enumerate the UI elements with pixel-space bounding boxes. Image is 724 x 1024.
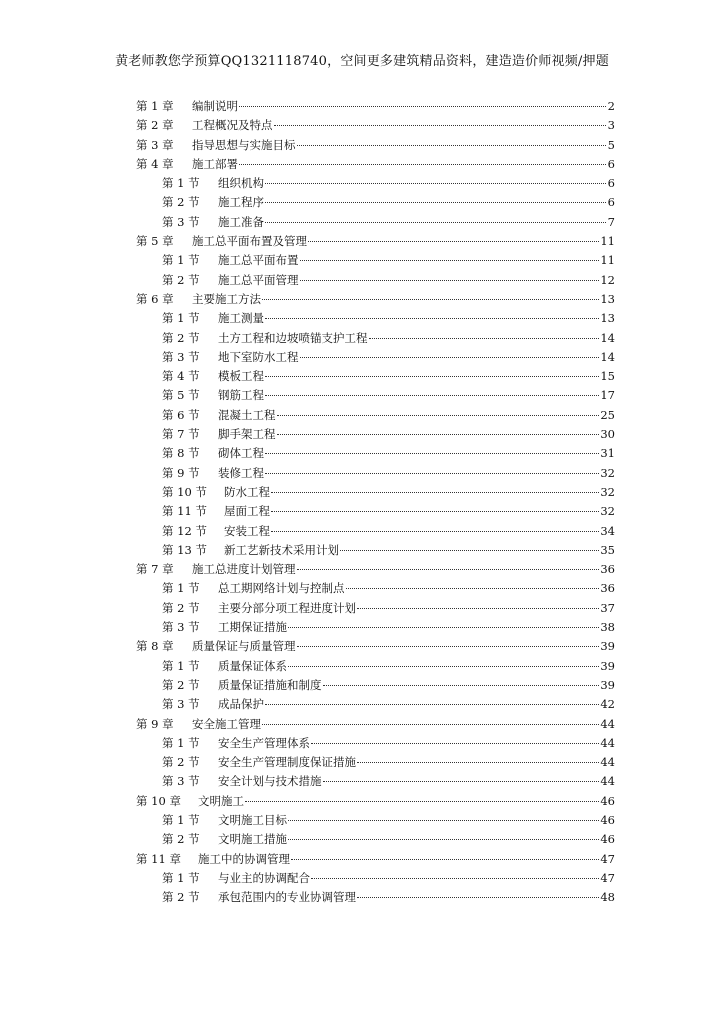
toc-section-entry[interactable] <box>136 657 615 676</box>
toc-entry-number: 第 1 节 <box>162 812 200 827</box>
toc-entry-title: 施工总平面管理 <box>218 272 299 287</box>
toc-section-entry[interactable] <box>136 599 615 618</box>
toc-entry-number: 第 6 章 <box>136 291 174 306</box>
toc-dot-leader <box>265 704 599 705</box>
toc-section-entry[interactable] <box>136 367 615 386</box>
toc-entry-title: 安全生产管理制度保证措施 <box>218 755 356 770</box>
toc-entry-page-number: 36 <box>600 562 615 577</box>
page-header: 黄老师教您学预算QQ1321118740，空间更多建筑精品资料，建造造价师视频/押题 <box>115 54 609 69</box>
toc-section-entry[interactable] <box>136 329 615 348</box>
toc-entry-title: 新工艺新技术采用计划 <box>224 542 339 557</box>
toc-section-entry[interactable] <box>136 464 615 483</box>
toc-entry-page-number: 39 <box>600 677 615 692</box>
toc-dot-leader <box>340 550 599 551</box>
toc-entry-number: 第 3 章 <box>136 137 174 152</box>
toc-section-entry[interactable] <box>136 213 615 232</box>
toc-entry-title: 混凝土工程 <box>218 407 276 422</box>
toc-entry-number: 第 3 节 <box>162 620 200 635</box>
toc-entry-number: 第 1 节 <box>162 311 200 326</box>
toc-entry-number: 第 11 章 <box>136 851 181 866</box>
toc-entry-title: 承包范围内的专业协调管理 <box>218 890 356 905</box>
toc-section-entry[interactable] <box>136 869 615 888</box>
toc-entry-title: 模板工程 <box>218 369 264 384</box>
toc-section-entry[interactable] <box>136 753 615 772</box>
toc-dot-leader <box>288 839 599 840</box>
toc-entry-title: 施工总平面布置及管理 <box>192 234 307 249</box>
toc-entry-page-number: 44 <box>600 755 615 770</box>
toc-entry-number: 第 3 节 <box>162 774 200 789</box>
toc-dot-leader <box>265 376 599 377</box>
toc-entry-page-number: 37 <box>600 600 615 615</box>
toc-entry-number: 第 1 节 <box>162 253 200 268</box>
toc-entry-number: 第 6 节 <box>162 407 200 422</box>
toc-entry-title: 屋面工程 <box>224 504 270 519</box>
toc-section-entry[interactable] <box>136 193 615 212</box>
toc-dot-leader <box>357 762 599 763</box>
toc-entry-page-number: 32 <box>600 484 615 499</box>
toc-chapter-entry[interactable] <box>136 116 615 135</box>
toc-section-entry[interactable] <box>136 811 615 830</box>
toc-dot-leader <box>265 473 599 474</box>
toc-section-entry[interactable] <box>136 386 615 405</box>
toc-entry-page-number: 47 <box>600 870 615 885</box>
toc-chapter-entry[interactable] <box>136 155 615 174</box>
toc-entry-page-number: 5 <box>607 137 615 152</box>
toc-entry-number: 第 2 节 <box>162 330 200 345</box>
toc-dot-leader <box>277 415 600 416</box>
toc-entry-number: 第 3 节 <box>162 214 200 229</box>
toc-chapter-entry[interactable] <box>136 637 615 656</box>
toc-dot-leader <box>262 724 599 725</box>
toc-entry-page-number: 6 <box>607 176 615 191</box>
toc-chapter-entry[interactable] <box>136 850 615 869</box>
toc-entry-page-number: 31 <box>600 446 615 461</box>
toc-entry-title: 施工总平面布置 <box>218 253 299 268</box>
toc-entry-number: 第 1 章 <box>136 99 174 113</box>
toc-entry-page-number: 32 <box>600 504 615 519</box>
toc-dot-leader <box>297 646 600 647</box>
toc-entry-title: 组织机构 <box>218 176 264 191</box>
toc-entry-title: 质量保证与质量管理 <box>192 639 296 654</box>
toc-dot-leader <box>323 781 600 782</box>
toc-entry-title: 与业主的协调配合 <box>218 870 310 885</box>
toc-entry-number: 第 3 节 <box>162 697 200 712</box>
toc-section-entry[interactable] <box>136 406 615 425</box>
toc-entry-number: 第 12 节 <box>162 523 207 538</box>
toc-section-entry[interactable] <box>136 271 615 290</box>
toc-entry-title: 主要施工方法 <box>192 291 261 306</box>
toc-section-entry[interactable] <box>136 425 615 444</box>
toc-dot-leader <box>297 569 600 570</box>
toc-section-entry[interactable] <box>136 522 615 541</box>
toc-entry-number: 第 1 节 <box>162 658 200 673</box>
toc-entry-number: 第 11 节 <box>162 504 207 519</box>
toc-entry-title: 文明施工目标 <box>218 812 287 827</box>
toc-chapter-entry[interactable] <box>136 560 615 579</box>
toc-entry-page-number: 39 <box>600 639 615 654</box>
toc-entry-title: 编制说明 <box>192 99 238 113</box>
toc-dot-leader <box>245 801 599 802</box>
toc-entry-title: 地下室防水工程 <box>218 349 299 364</box>
toc-entry-title: 安全计划与技术措施 <box>218 774 322 789</box>
toc-entry-number: 第 8 章 <box>136 639 174 654</box>
toc-entry-page-number: 46 <box>600 793 615 808</box>
toc-dot-leader <box>311 878 599 879</box>
toc-dot-leader <box>288 627 599 628</box>
toc-entry-title: 工期保证措施 <box>218 620 287 635</box>
toc-entry-title: 土方工程和边坡喷锚支护工程 <box>218 330 368 345</box>
toc-entry-number: 第 2 节 <box>162 195 200 210</box>
toc-dot-leader <box>277 434 600 435</box>
toc-dot-leader <box>271 492 599 493</box>
toc-entry-number: 第 10 节 <box>162 484 207 499</box>
toc-entry-title: 总工期网络计划与控制点 <box>218 581 345 596</box>
toc-chapter-entry[interactable] <box>136 136 615 155</box>
toc-entry-page-number: 44 <box>600 774 615 789</box>
toc-entry-page-number: 25 <box>600 407 615 422</box>
toc-entry-page-number: 2 <box>607 99 615 113</box>
toc-dot-leader <box>311 743 599 744</box>
toc-section-entry[interactable] <box>136 251 615 270</box>
toc-section-entry[interactable] <box>136 618 615 637</box>
toc-entry-title: 装修工程 <box>218 465 264 480</box>
toc-entry-page-number: 7 <box>607 214 615 229</box>
toc-dot-leader <box>265 222 606 223</box>
toc-chapter-entry[interactable] <box>136 97 615 116</box>
toc-entry-title: 成品保护 <box>218 697 264 712</box>
toc-entry-title: 施工部署 <box>192 156 238 171</box>
toc-dot-leader <box>346 588 600 589</box>
toc-chapter-entry[interactable] <box>136 290 615 309</box>
toc-entry-number: 第 1 节 <box>162 870 200 885</box>
toc-entry-page-number: 6 <box>607 156 615 171</box>
toc-entry-number: 第 1 节 <box>162 176 200 191</box>
toc-dot-leader <box>271 531 599 532</box>
toc-entry-title: 安全施工管理 <box>192 716 261 731</box>
toc-chapter-entry[interactable] <box>136 232 615 251</box>
toc-entry-page-number: 44 <box>600 716 615 731</box>
toc-section-entry[interactable] <box>136 695 615 714</box>
toc-dot-leader <box>357 897 599 898</box>
toc-entry-title: 施工准备 <box>218 214 264 229</box>
toc-entry-title: 指导思想与实施目标 <box>192 137 296 152</box>
toc-section-entry[interactable] <box>136 830 615 849</box>
toc-entry-number: 第 4 节 <box>162 369 200 384</box>
toc-entry-page-number: 11 <box>600 234 615 249</box>
toc-entry-title: 施工总进度计划管理 <box>192 562 296 577</box>
toc-dot-leader <box>265 395 599 396</box>
toc-entry-title: 施工中的协调管理 <box>198 851 290 866</box>
toc-entry-page-number: 14 <box>600 330 615 345</box>
toc-section-entry[interactable] <box>136 734 615 753</box>
toc-entry-title: 质量保证体系 <box>218 658 287 673</box>
toc-dot-leader <box>300 260 600 261</box>
toc-section-entry[interactable] <box>136 444 615 463</box>
toc-entry-number: 第 2 章 <box>136 118 174 133</box>
toc-entry-page-number: 11 <box>600 253 615 268</box>
toc-dot-leader <box>369 338 600 339</box>
toc-entry-page-number: 14 <box>600 349 615 364</box>
toc-dot-leader <box>288 820 599 821</box>
toc-section-entry[interactable] <box>136 888 615 907</box>
toc-dot-leader <box>271 511 599 512</box>
toc-section-entry[interactable] <box>136 676 615 695</box>
toc-entry-number: 第 7 章 <box>136 562 174 577</box>
toc-dot-leader <box>239 164 606 165</box>
toc-entry-number: 第 10 章 <box>136 793 181 808</box>
toc-entry-title: 钢筋工程 <box>218 388 264 403</box>
toc-section-entry[interactable] <box>136 309 615 328</box>
toc-entry-title: 施工程序 <box>218 195 264 210</box>
toc-entry-number: 第 2 节 <box>162 600 200 615</box>
toc-dot-leader <box>265 453 599 454</box>
toc-section-entry[interactable] <box>136 579 615 598</box>
toc-entry-title: 砌体工程 <box>218 446 264 461</box>
toc-entry-title: 脚手架工程 <box>218 427 276 442</box>
toc-entry-number: 第 2 节 <box>162 755 200 770</box>
toc-chapter-entry[interactable] <box>136 715 615 734</box>
toc-entry-number: 第 8 节 <box>162 446 200 461</box>
toc-entry-number: 第 1 节 <box>162 735 200 750</box>
toc-entry-page-number: 30 <box>600 427 615 442</box>
toc-entry-number: 第 2 节 <box>162 272 200 287</box>
toc-entry-page-number: 48 <box>600 890 615 905</box>
toc-dot-leader <box>297 145 607 146</box>
toc-entry-page-number: 46 <box>600 832 615 847</box>
toc-dot-leader <box>291 859 599 860</box>
toc-dot-leader <box>265 202 606 203</box>
toc-section-entry[interactable] <box>136 483 615 502</box>
toc-entry-page-number: 13 <box>600 311 615 326</box>
toc-dot-leader <box>265 318 599 319</box>
toc-entry-title: 安装工程 <box>224 523 270 538</box>
table-of-contents <box>136 97 615 907</box>
toc-section-entry[interactable] <box>136 772 615 791</box>
toc-section-entry[interactable] <box>136 348 615 367</box>
toc-entry-page-number: 35 <box>600 542 615 557</box>
toc-entry-page-number: 42 <box>600 697 615 712</box>
toc-entry-page-number: 39 <box>600 658 615 673</box>
toc-section-entry[interactable] <box>136 541 615 560</box>
toc-dot-leader <box>265 183 606 184</box>
toc-entry-number: 第 9 节 <box>162 465 200 480</box>
toc-entry-number: 第 1 节 <box>162 581 200 596</box>
toc-entry-page-number: 15 <box>600 369 615 384</box>
toc-entry-page-number: 46 <box>600 812 615 827</box>
toc-entry-number: 第 2 节 <box>162 677 200 692</box>
toc-entry-title: 主要分部分项工程进度计划 <box>218 600 356 615</box>
toc-entry-title: 防水工程 <box>224 484 270 499</box>
toc-entry-page-number: 3 <box>607 118 615 133</box>
toc-entry-number: 第 2 节 <box>162 890 200 905</box>
toc-dot-leader <box>239 106 606 107</box>
toc-entry-number: 第 9 章 <box>136 716 174 731</box>
toc-entry-title: 质量保证措施和制度 <box>218 677 322 692</box>
toc-entry-page-number: 44 <box>600 735 615 750</box>
toc-dot-leader <box>357 608 599 609</box>
toc-entry-number: 第 3 节 <box>162 349 200 364</box>
toc-entry-number: 第 7 节 <box>162 427 200 442</box>
toc-entry-page-number: 34 <box>600 523 615 538</box>
toc-entry-number: 第 5 章 <box>136 234 174 249</box>
toc-chapter-entry[interactable] <box>136 792 615 811</box>
toc-dot-leader <box>308 241 599 242</box>
toc-entry-page-number: 12 <box>600 272 615 287</box>
toc-dot-leader <box>288 666 599 667</box>
toc-entry-page-number: 47 <box>600 851 615 866</box>
toc-dot-leader <box>262 299 599 300</box>
toc-dot-leader <box>274 125 607 126</box>
toc-entry-page-number: 36 <box>600 581 615 596</box>
toc-entry-page-number: 32 <box>600 465 615 480</box>
toc-entry-title: 工程概况及特点 <box>192 118 273 133</box>
toc-entry-title: 施工测量 <box>218 311 264 326</box>
toc-entry-number: 第 4 章 <box>136 156 174 171</box>
toc-dot-leader <box>300 280 600 281</box>
toc-entry-page-number: 6 <box>607 195 615 210</box>
toc-section-entry[interactable] <box>136 174 615 193</box>
toc-entry-title: 安全生产管理体系 <box>218 735 310 750</box>
toc-dot-leader <box>300 357 600 358</box>
toc-entry-number: 第 2 节 <box>162 832 200 847</box>
toc-entry-number: 第 5 节 <box>162 388 200 403</box>
toc-entry-page-number: 13 <box>600 291 615 306</box>
toc-entry-page-number: 17 <box>600 388 615 403</box>
toc-entry-number: 第 13 节 <box>162 542 207 557</box>
toc-dot-leader <box>323 685 600 686</box>
toc-entry-page-number: 38 <box>600 620 615 635</box>
toc-entry-title: 文明施工措施 <box>218 832 287 847</box>
toc-section-entry[interactable] <box>136 502 615 521</box>
toc-entry-title: 文明施工 <box>198 793 244 808</box>
